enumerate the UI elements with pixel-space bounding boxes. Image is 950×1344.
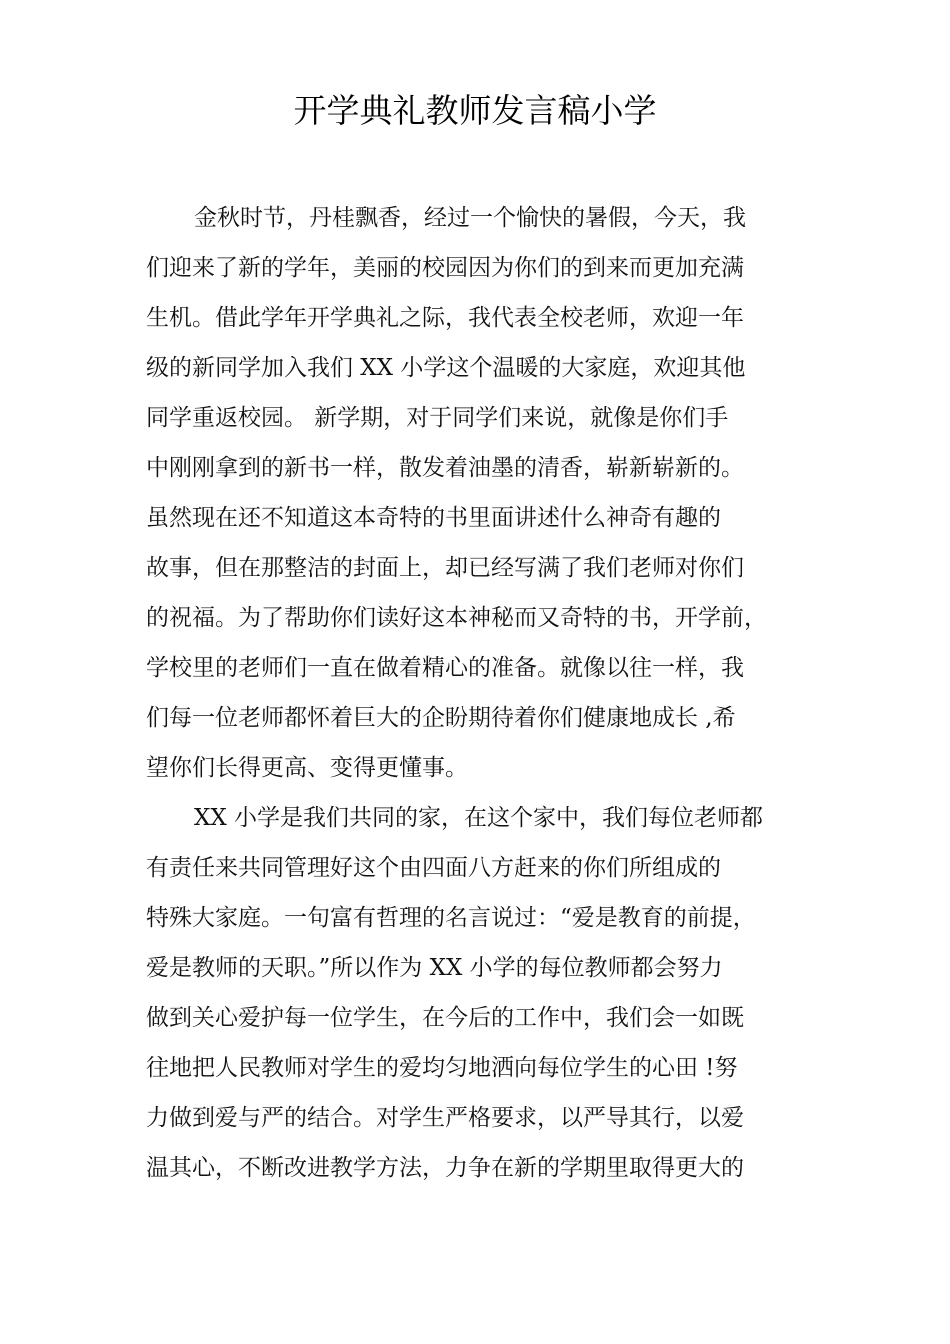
document-title: 开学典礼教师发言稿小学 xyxy=(293,91,657,130)
text-line: 生机。借此学年开学典礼之际，我代表全校老师，欢迎一年 xyxy=(146,305,744,331)
text-line: 特殊大家庭。一句富有哲理的名言说过：“爱是教育的前提， xyxy=(146,905,756,931)
text-line: 金秋时节，丹桂飘香，经过一个愉快的暑假，今天，我 xyxy=(194,205,746,231)
text-line: 力做到爱与严的结合。对学生严格要求，以严导其行，以爱 xyxy=(146,1105,744,1131)
text-line: 级的新同学加入我们 XX 小学这个温暖的大家庭，欢迎其他 xyxy=(146,355,746,381)
text-line: 望你们长得更高、变得更懂事。 xyxy=(146,755,468,781)
text-line: 温其心，不断改进教学方法，力争在新的学期里取得更大的 xyxy=(146,1155,744,1181)
text-line: 们每一位老师都怀着巨大的企盼期待着你们健康地成长 ,希 xyxy=(146,705,736,731)
text-line: 爱是教师的天职。”所以作为 XX 小学的每位教师都会努力 xyxy=(146,955,723,981)
text-line: 的祝福。为了帮助你们读好这本神秘而又奇特的书，开学前， xyxy=(146,605,767,631)
text-line: 同学重返校园。 新学期，对于同学们来说，就像是你们手 xyxy=(146,405,729,431)
text-line: 学校里的老师们一直在做着精心的准备。就像以往一样，我 xyxy=(146,655,744,681)
text-line: 虽然现在还不知道这本奇特的书里面讲述什么神奇有趣的 xyxy=(146,505,721,531)
text-line: 中刚刚拿到的新书一样，散发着油墨的清香，崭新崭新的。 xyxy=(146,455,744,481)
text-line: XX 小学是我们共同的家，在这个家中，我们每位老师都 xyxy=(194,805,764,831)
text-line: 有责任来共同管理好这个由四面八方赶来的你们所组成的 xyxy=(146,855,721,881)
text-line: 们迎来了新的学年，美丽的校园因为你们的到来而更加充满 xyxy=(146,255,744,281)
text-line: 做到关心爱护每一位学生，在今后的工作中，我们会一如既 xyxy=(146,1005,744,1031)
text-line: 故事，但在那整洁的封面上，却已经写满了我们老师对你们 xyxy=(146,555,744,581)
text-line: 往地把人民教师对学生的爱均匀地洒向每位学生的心田 !努 xyxy=(146,1055,738,1081)
